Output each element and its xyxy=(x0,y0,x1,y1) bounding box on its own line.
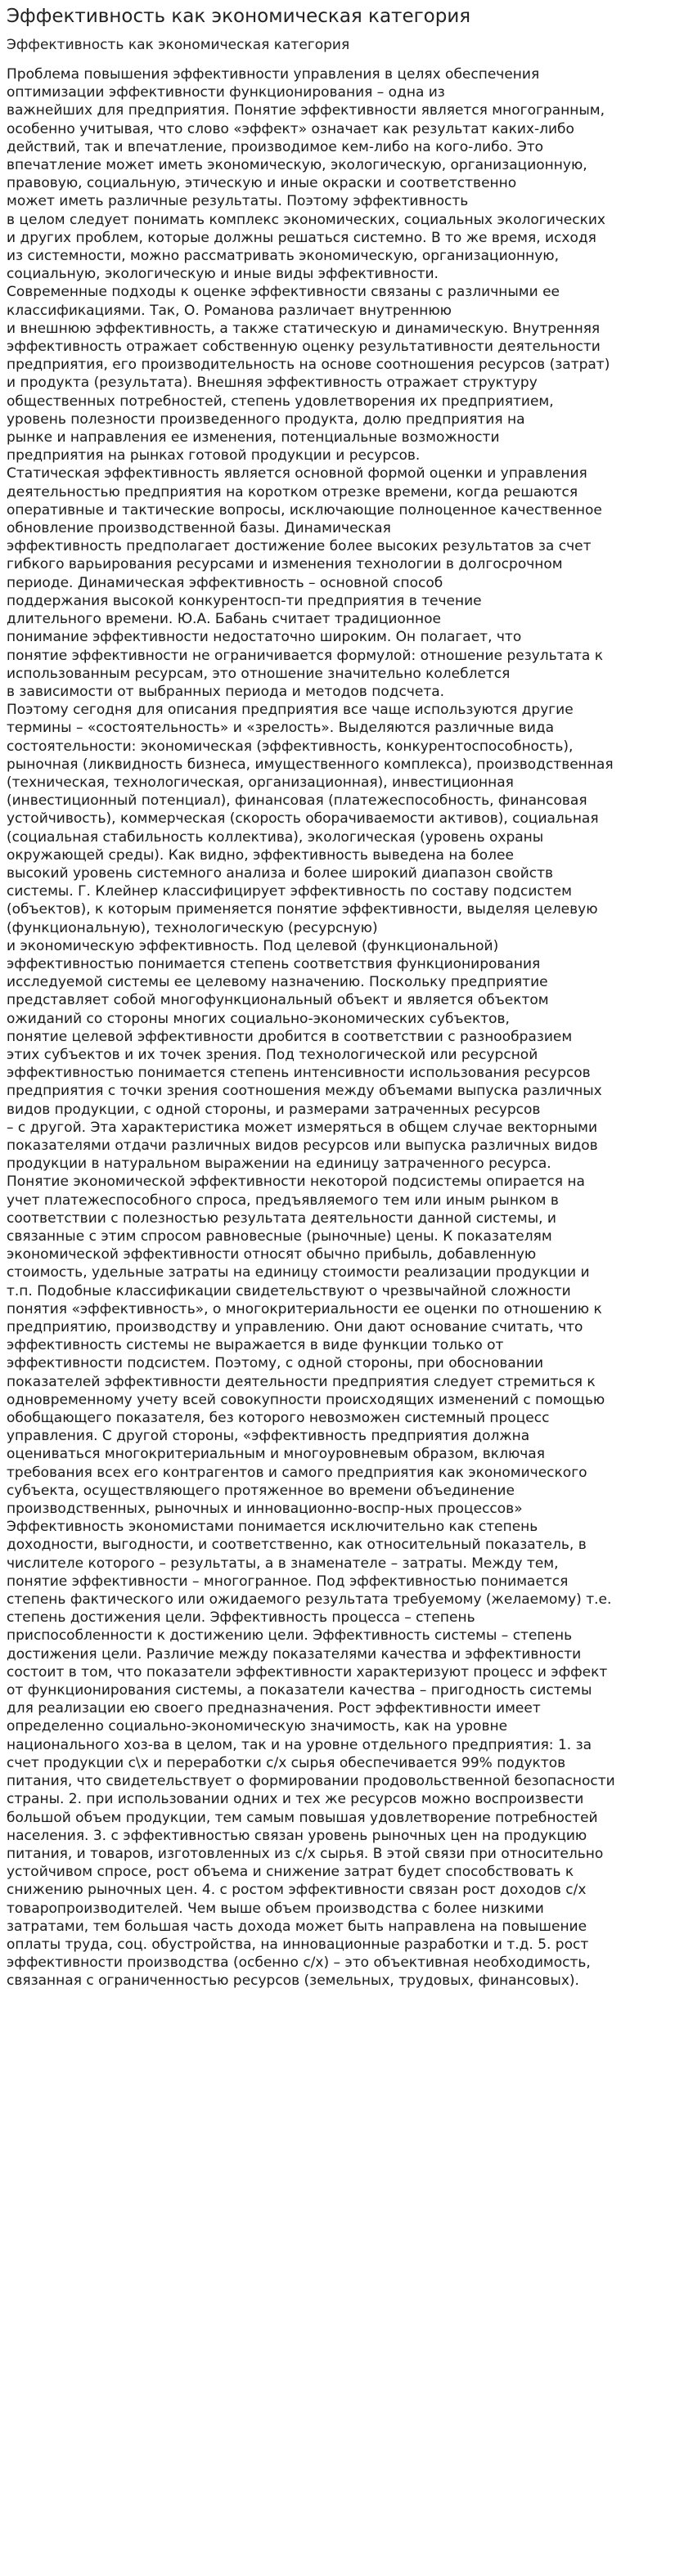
article-text-line: предприятия на рынках готовой продукции и ресурсов. xyxy=(7,447,421,464)
article-text-line: представляет собой многофункциональный объект и является объектом xyxy=(7,992,549,1009)
article-text-line: особенно учитывая, что слово «эффект» означает как результат каких-либо xyxy=(7,120,574,137)
article-text-line: общественных потребностей, степень удовлетворения их предприятием, xyxy=(7,393,554,410)
article-text-line: требования всех его контрагентов и самого предприятия как экономического xyxy=(7,1464,587,1481)
article-text-line: эффективность отражает собственную оценку результативности деятельности xyxy=(7,339,601,356)
article-text-line: национального хоз-ва в целом, так и на уровне отдельного предприятия: 1. за xyxy=(7,1736,592,1753)
article-text-line: степень фактического или ожидаемого результата требуемому (желаемому) т.е. xyxy=(7,1591,612,1609)
article-text-line: учет платежеспособного спроса, предъявляемого тем или иным рынком в xyxy=(7,1192,559,1209)
article-text-line: Поэтому сегодня для описания предприятия все чаще используются другие xyxy=(7,702,574,719)
article-text-line: показателей эффективности деятельности предприятия следует стремиться к xyxy=(7,1373,596,1390)
article-text-line: устойчивость), коммерческая (скорость оборачиваемости активов), социальная xyxy=(7,810,599,828)
article-text-line: числителе которого – результаты, а в знаменателе – затраты. Между тем, xyxy=(7,1555,559,1572)
article-text-line: состоятельности: экономическая (эффективность, конкурентоспособность), xyxy=(7,738,574,755)
article-text-line: эффективностью понимается степень интенсивности использования ресурсов xyxy=(7,1065,591,1082)
article-text-line: впечатление может иметь экономическую, экологическую, организационную, xyxy=(7,157,587,174)
article-text-line: обобщающего показателя, без которого невозможен системный процесс xyxy=(7,1410,550,1427)
article-text-line: исследуемой системы ее целевому назначению. Поскольку предприятие xyxy=(7,974,548,991)
article-text-line: и экономическую эффективность. Под целевой (функциональной) xyxy=(7,937,499,954)
article-text-line: снижению рыночных цен. 4. с ростом эффективности связан рост доходов с/х xyxy=(7,1882,587,1899)
article-text-line: и внешнюю эффективность, а также статическую и динамическую. Внутренняя xyxy=(7,320,601,337)
article-text-line: классификациями. Так, О. Романова различает внутреннюю xyxy=(7,302,452,319)
article-text-line: Эффективность экономистами понимается исключительно как степень xyxy=(7,1519,538,1536)
article-text-line: эффективность предполагает достижение более высоких результатов за счет xyxy=(7,538,592,555)
article-text-line: питания, и товаров, изготовленных из с/х сырья. В этой связи при относительно xyxy=(7,1845,604,1862)
article-text-line: состоит в том, что показатели эффективности характеризуют процесс и эффект xyxy=(7,1663,608,1681)
article-text-line: (объектов), к которым применяется понятие эффективности, выделяя целевую xyxy=(7,901,598,918)
article-text-line: степень достижения цели. Эффективность процесса – степень xyxy=(7,1609,475,1627)
article-text-line: Статическая эффективность является основной формой оценки и управления xyxy=(7,465,587,482)
article-text-line: эффективности производства (осбенно с/х) – это объективная необходимость, xyxy=(7,1954,591,1972)
article-text-line: поддержания высокой конкурентосп-ти предприятия в течение xyxy=(7,592,482,609)
article-text-line: затратами, тем большая часть дохода может быть направлена на повышение xyxy=(7,1918,587,1935)
article-text-line: гибкого варьирования ресурсами и изменения технологии в долгосрочном xyxy=(7,556,563,573)
article-text-line: (инвестиционный потенциал), финансовая (платежеспособность, финансовая xyxy=(7,792,587,810)
article-text-line: в целом следует понимать комплекс экономических, социальных экологических xyxy=(7,211,605,228)
article-text-line: производственных, рыночных и инновационно-воспр-ных процессов» xyxy=(7,1501,523,1518)
article-text-line: счет продукции с\х и переработки с/х сырья обеспечивается 99% подуктов xyxy=(7,1754,566,1771)
article-text-line: оцениваться многокритериальным и многоуровневым образом, включая xyxy=(7,1446,545,1463)
article-text-line: понятие целевой эффективности дробится в соответствии с разнообразием xyxy=(7,1028,573,1045)
article-text-line: управления. С другой стороны, «эффективность предприятия должна xyxy=(7,1428,530,1445)
article-text-line: периоде. Динамическая эффективность – основной способ xyxy=(7,574,443,591)
article-text-line: стоимость, удельные затраты на единицу стоимости реализации продукции и xyxy=(7,1264,590,1281)
article-text-line: связанная с ограниченностью ресурсов (земельных, трудовых, финансовых). xyxy=(7,1972,579,1990)
article-text-line: (техническая, технологическая, организационная), инвестиционная xyxy=(7,774,514,791)
article-text-line: товаропроизводителей. Чем выше объем производства с более низкими xyxy=(7,1900,544,1917)
article-text-line: понятие эффективности не ограничивается формулой: отношение результата к xyxy=(7,647,603,664)
article-text-line: Проблема повышения эффективности управления в целях обеспечения xyxy=(7,66,540,83)
article-text-line: ожиданий со стороны многих социально-экономических субъектов, xyxy=(7,1010,510,1027)
article-text-line: предприятия, его производительность на основе соотношения ресурсов (затрат) xyxy=(7,357,610,374)
article-text-line: населения. 3. с эффективностью связан уровень рыночных цен на продукцию xyxy=(7,1827,587,1844)
article-text-line: питания, что свидетельствует о формировании продовольственной безопасности xyxy=(7,1773,615,1790)
article-text-line: понятия «эффективность», о многокритериальности ее оценки по отношению к xyxy=(7,1300,602,1317)
article-text-line: определенно социально-экономическую значимость, как на уровне xyxy=(7,1718,508,1735)
article-text-line: устойчивом спросе, рост объема и снижение затрат будет способствовать к xyxy=(7,1864,574,1881)
article-text-line: Понятие экономической эффективности некоторой подсистемы опирается на xyxy=(7,1174,585,1191)
article-text-line: оплаты труда, соц. обустройства, на инновационные разработки и т.д. 5. рост xyxy=(7,1936,589,1953)
article-text-line: связанные с этим спросом равновесные (рыночные) цены. К показателям xyxy=(7,1228,552,1245)
article-text-line: важнейших для предприятия. Понятие эффективности является многогранным, xyxy=(7,102,605,119)
article-text-line: – с другой. Эта характеристика может измеряться в общем случае векторными xyxy=(7,1119,598,1136)
article-text-line: соответствии с полезностью результата деятельности данной системы, и xyxy=(7,1209,556,1227)
article-text-line: термины – «состоятельность» и «зрелость». Выделяются различные вида xyxy=(7,720,555,737)
article-text-line: (функциональную), технологическую (ресурсную) xyxy=(7,919,378,936)
article-text-line: уровень полезности произведенного продукта, долю предприятия на xyxy=(7,411,525,428)
article-text-line: использованным ресурсам, это отношение значительно колеблется xyxy=(7,665,511,682)
article-text-line: большой объем продукции, тем самым повышая удовлетворение потребностей xyxy=(7,1809,598,1826)
article-text-line: т.п. Подобные классификации свидетельствуют о чрезвычайной сложности xyxy=(7,1282,571,1299)
article-text-line: от функционирования системы, а показатели качества – пригодность системы xyxy=(7,1682,592,1699)
article-text-line: действий, так и впечатление, производимое кем-либо на кого-либо. Это xyxy=(7,138,544,155)
article-text-line: предприятия с точки зрения соотношения между объемами выпуска различных xyxy=(7,1083,602,1100)
article-text-line: понятие эффективности – многогранное. Под эффективностью понимается xyxy=(7,1573,569,1590)
article-text-line: деятельностью предприятия на коротком отрезке времени, когда решаются xyxy=(7,483,578,500)
article-text-line: оптимизации эффективности функционирования – одна из xyxy=(7,84,445,101)
article-text-line: показателями отдачи различных видов ресурсов или выпуска различных видов xyxy=(7,1137,598,1154)
article-text-line: экономической эффективности относят обычно прибыль, добавленную xyxy=(7,1246,537,1263)
article-text-line: окружающей среды). Как видно, эффективность выведена на более xyxy=(7,846,514,864)
article-text-line: субъекта, осуществляющего протяженное во времени объединение xyxy=(7,1482,515,1499)
article-text-line: может иметь различные результаты. Поэтому эффективность xyxy=(7,193,469,210)
article-text-line: эффективности подсистем. Поэтому, с одной стороны, при обосновании xyxy=(7,1355,544,1372)
article-text-line: достижения цели. Различие между показателями качества и эффективности xyxy=(7,1645,582,1663)
article-text-line: эффективность системы не выражается в виде функции только от xyxy=(7,1337,504,1354)
article-text-line: рыночная (ликвидность бизнеса, имущественного комплекса), производственная xyxy=(7,756,614,773)
page-title: Эффективность как экономическая категория xyxy=(7,6,471,27)
article-text-line: этих субъектов и их точек зрения. Под технологической или ресурсной xyxy=(7,1046,538,1063)
article-text-line: предприятию, производству и управлению. Они дают основание считать, что xyxy=(7,1319,583,1336)
article-text-line: (социальная стабильность коллектива), экологическая (уровень охраны xyxy=(7,828,544,846)
article-text-line: в зависимости от выбранных периода и методов подсчета. xyxy=(7,683,445,700)
article-text-line: Современные подходы к оценке эффективности связаны с различными ее xyxy=(7,284,560,301)
article-body xyxy=(7,65,686,1990)
article-text-line: оперативные и тактические вопросы, исключающие полноценное качественное xyxy=(7,501,602,518)
article-text-line: эффективностью понимается степень соответствия функционирования xyxy=(7,955,541,972)
article-text-line: видов продукции, с одной стороны, и размерами затраченных ресурсов xyxy=(7,1101,541,1118)
article-subtitle: Эффективность как экономическая категория xyxy=(7,37,350,53)
article-text-line: страны. 2. при использовании одних и тех же ресурсов можно воспроизвести xyxy=(7,1791,584,1808)
article-text-line: понимание эффективности недостаточно широким. Он полагает, что xyxy=(7,629,522,646)
article-text-line: высокий уровень системного анализа и более широкий диапазон свойств xyxy=(7,864,554,882)
article-text-line: и других проблем, которые должны решаться системно. В то же время, исходя xyxy=(7,229,596,246)
article-text-line: доходности, выгодности, и соответственно, как относительный показатель, в xyxy=(7,1537,587,1554)
article-text-line: и продукта (результата). Внешняя эффективность отражает структуру xyxy=(7,375,538,392)
article-text-line: системы. Г. Клейнер классифицирует эффективность по составу подсистем xyxy=(7,883,572,900)
article-text-line: длительного времени. Ю.А. Бабань считает традиционное xyxy=(7,611,441,628)
article-text-line: правовую, социальную, этическую и иные окраски и соответственно xyxy=(7,175,517,192)
article-text-line: одновременному учету всей совокупности происходящих изменений с помощью xyxy=(7,1391,605,1408)
article-text-line: для реализации ею своего предназначения. Рост эффективности имеет xyxy=(7,1700,541,1717)
article-text-line: рынке и направления ее изменения, потенциальные возможности xyxy=(7,429,500,447)
article-text-line: продукции в натуральном выражении на единицу затраченного ресурса. xyxy=(7,1156,551,1173)
article-text-line: социальную, экологическую и иные виды эффективности. xyxy=(7,266,439,283)
article-text-line: приспособленности к достижению цели. Эффективность системы – степень xyxy=(7,1627,573,1645)
article-text-line: из системности, можно рассматривать экономическую, организационную, xyxy=(7,248,560,265)
article-text-line: обновление производственной базы. Динамическая xyxy=(7,520,391,537)
